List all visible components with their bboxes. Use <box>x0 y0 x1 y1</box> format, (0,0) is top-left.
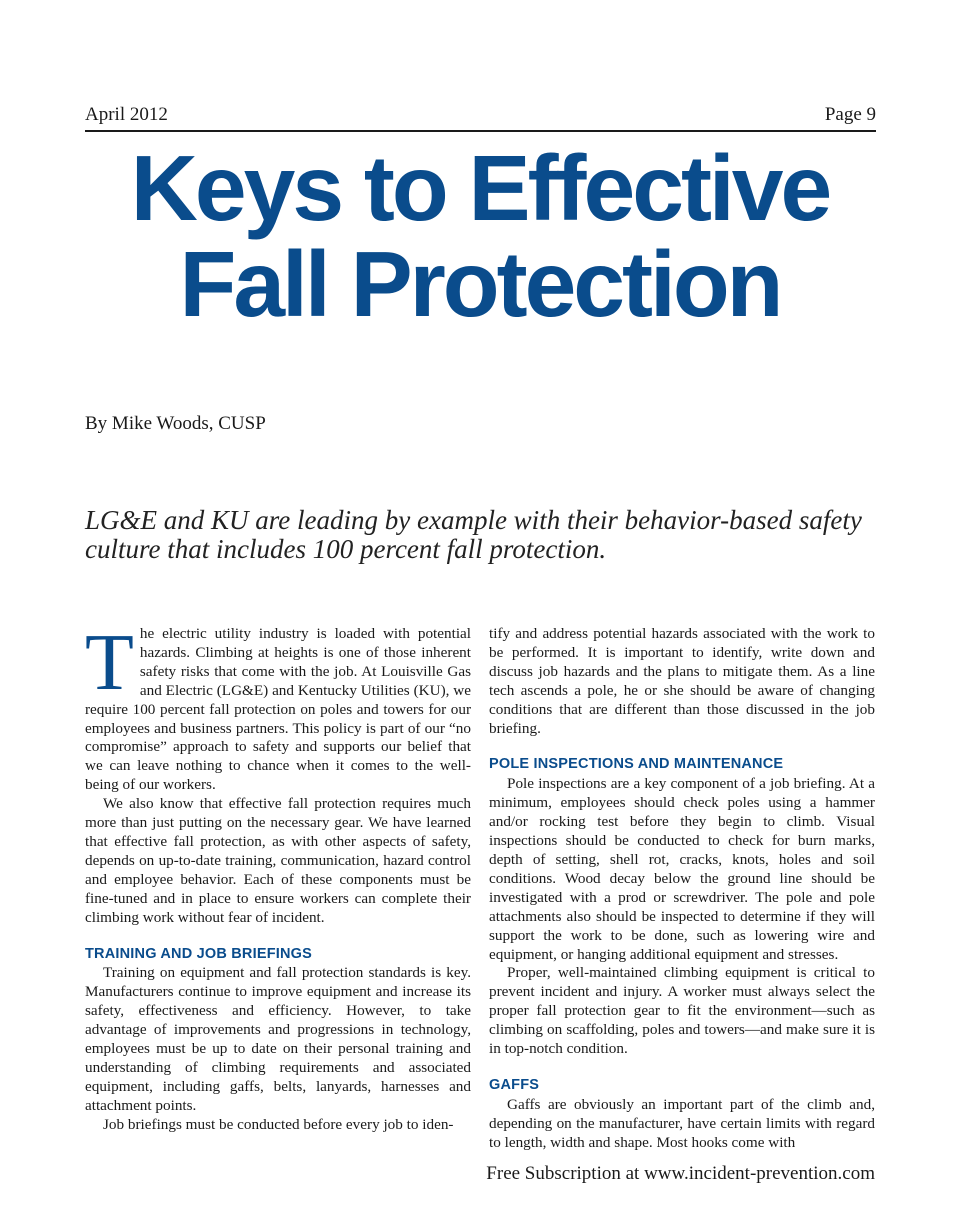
column-left <box>85 619 471 1135</box>
column-right <box>489 625 875 1153</box>
intro-text: he electric utility industry is loaded with potential hazards. Climbing at heights is one of those inherent safety risks that come with the job. At Louisville Gas and Electric (LG&E) and Kentucky Utilities (KU), we require 100 percent fall protection on poles and towers for our employees and business partners. This policy is part of our “no compromise” approach to safety and supports our belief that we can leave nothing to chance when it comes to the well-being of our workers. <box>85 625 471 794</box>
paragraph: Job briefings must be conducted before every job to iden- <box>103 1115 454 1133</box>
section-heading-training: TRAINING AND JOB BRIEFINGS <box>85 945 313 962</box>
drop-cap: T <box>85 619 134 707</box>
subscription-footer: Free Subscription at www.incident-prevention.com <box>486 1163 875 1184</box>
page-number: Page 9 <box>824 104 876 125</box>
paragraph: Gaffs are obviously an important part of the climb and, depending on the manufacturer, have certain limits with regard to length, width and shape. Most hooks come with <box>489 1095 875 1151</box>
paragraph: We also know that effective fall protection requires much more than just putting on the necessary gear. We have learned that effective fall protection, as with other aspects of safety, depends on up-to-date training, communication, hazard control and employee behavior. Each of these components must be fine-tuned and in place to ensure workers can complete their climbing work without fear of incident. <box>85 795 471 926</box>
paragraph: Pole inspections are a key component of a job briefing. At a minimum, employees should check poles using a hammer and/or rocking test before they begin to climb. Visual inspections should be conducted to check for burn marks, depth of setting, shell rot, cracks, knots, holes and soil conditions. Wood decay below the ground line should be investigated with a prod or screwdriver. The pole and pole attachments also should be inspected to determine if they will support the work to be done, such as lowering wire and equipment, or hanging additional equipment and stresses. <box>489 775 875 963</box>
paragraph-intro <box>85 619 471 795</box>
title-line-2: Fall Protection <box>179 232 781 336</box>
page-header <box>85 104 876 132</box>
paragraph-continued: tify and address potential hazards associated with the work to be performed. It is important to identify, write down and discuss job hazards and the plans to mitigate them. As a line tech ascends a pole, he or she should be aware of changing conditions that are different than those discussed in the job briefing. <box>489 625 875 737</box>
section-heading-pole-inspections: POLE INSPECTIONS AND MAINTENANCE <box>489 756 784 773</box>
title-line-1: Keys to Effective <box>130 136 830 240</box>
article-deck: LG&E and KU are leading by example with their behavior-based safety culture that includes 100 percent fall protection. <box>85 505 862 564</box>
paragraph: Training on equipment and fall protection standards is key. Manufacturers continue to improve equipment and increase its safety, effectiveness and efficiency. However, to take advantage of improvements and progressions in technology, employees must be up to date on their personal training and understanding of climbing requirements and associated equipment, including gaffs, belts, lanyards, harnesses and attachment points. <box>85 964 471 1114</box>
byline: By Mike Woods, CUSP <box>85 413 266 434</box>
article-title <box>0 136 960 336</box>
paragraph: Proper, well-maintained climbing equipment is critical to prevent incident and injury. A worker must always select the proper fall protection gear to fit the environment—such as climbing on scaffolding, poles and towers—and make sure it is in top-notch condition. <box>489 964 875 1058</box>
issue-date: April 2012 <box>85 104 168 125</box>
section-heading-gaffs: GAFFS <box>489 1076 540 1093</box>
